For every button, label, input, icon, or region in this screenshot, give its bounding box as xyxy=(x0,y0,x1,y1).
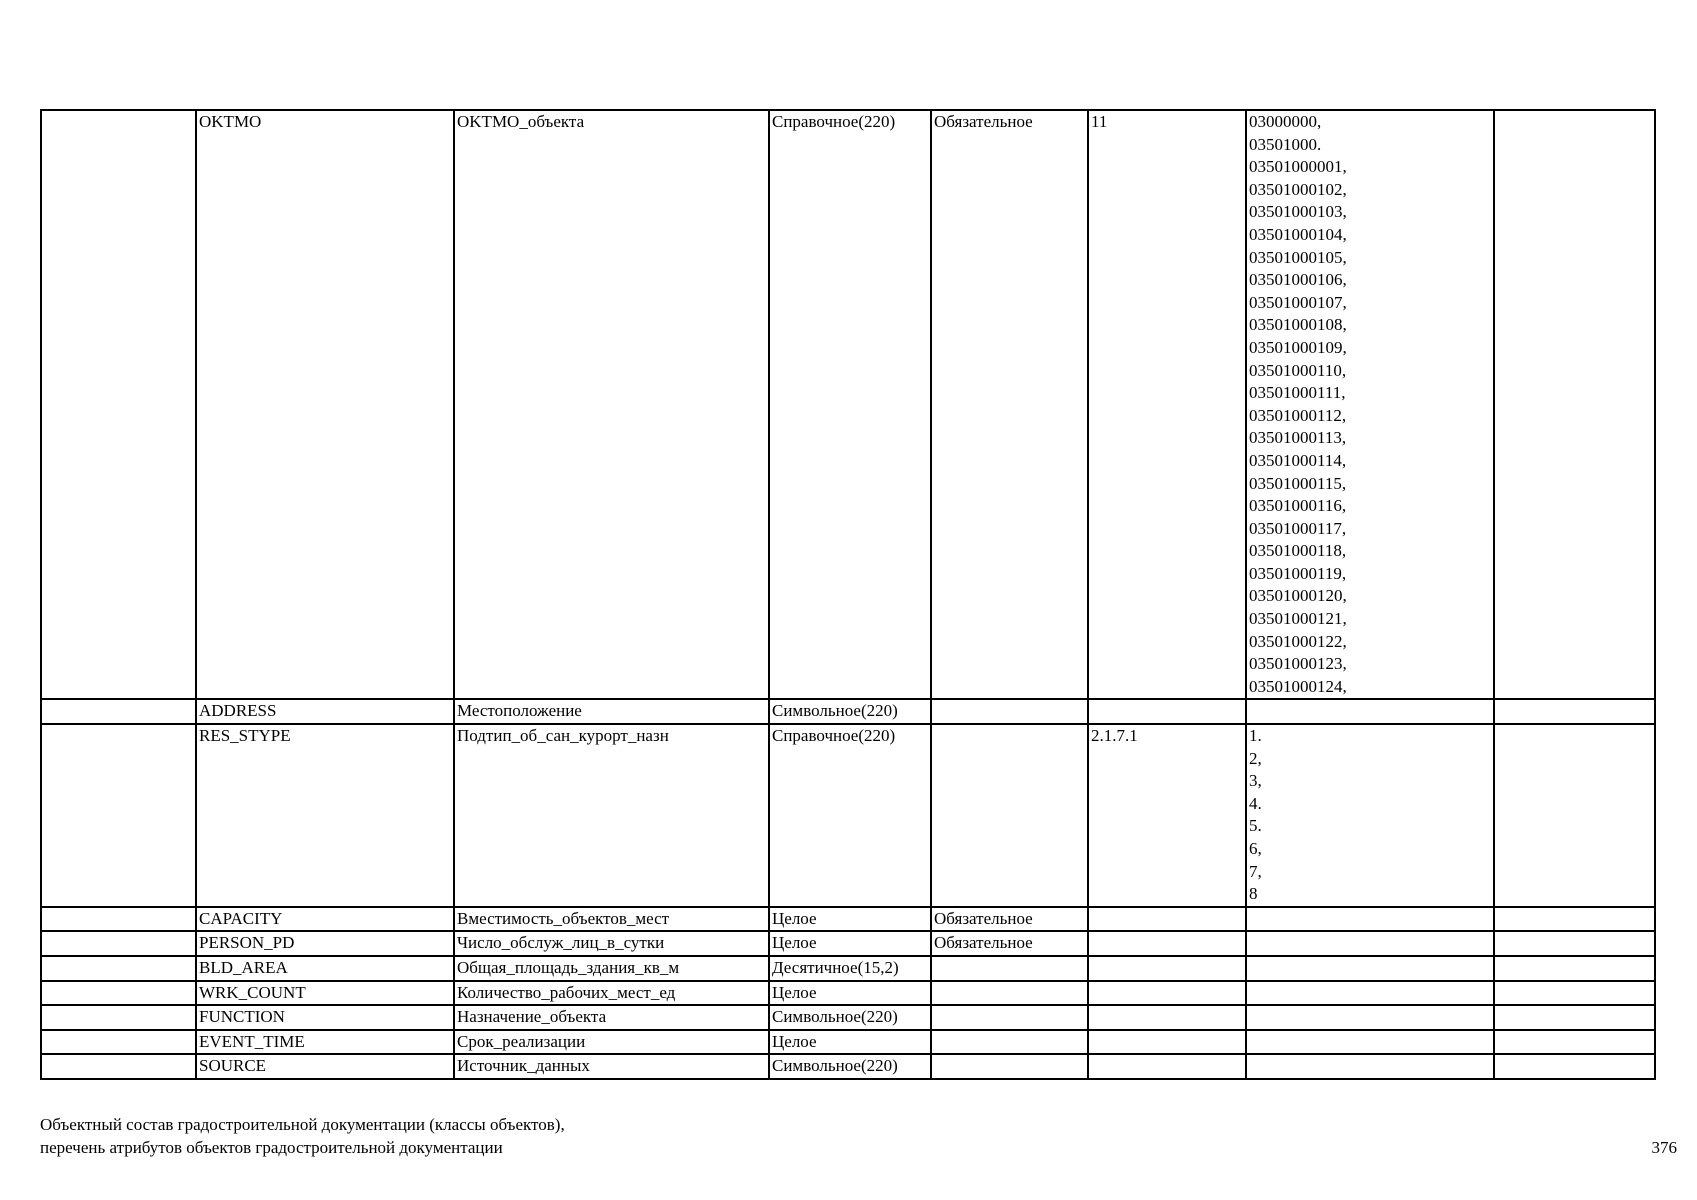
cell-attribute-type: Справочное(220) xyxy=(769,724,931,907)
cell-required: Обязательное xyxy=(931,110,1088,699)
table-row xyxy=(41,724,1655,907)
page-number: 376 xyxy=(1651,1138,1677,1157)
cell-note xyxy=(1494,1054,1655,1079)
cell-reference xyxy=(1088,956,1246,981)
cell-empty xyxy=(41,110,196,699)
value-item: 03501000103, xyxy=(1249,202,1347,222)
cell-reference xyxy=(1088,1005,1246,1030)
cell-required xyxy=(931,1005,1088,1030)
cell-note xyxy=(1494,110,1655,699)
value-item: 03501000124, xyxy=(1249,676,1347,696)
cell-attribute-code: EVENT_TIME xyxy=(196,1030,454,1055)
table-row xyxy=(41,1054,1655,1079)
value-item: 3, xyxy=(1249,771,1262,791)
value-item: 5. xyxy=(1249,816,1262,836)
value-item: 1. xyxy=(1249,726,1262,746)
table-row xyxy=(41,981,1655,1006)
cell-attribute-name: Подтип_об_сан_курорт_назн xyxy=(454,724,769,907)
cell-attribute-type: Символьное(220) xyxy=(769,1005,931,1030)
cell-attribute-code: ADDRESS xyxy=(196,699,454,724)
cell-required xyxy=(931,956,1088,981)
cell-note xyxy=(1494,907,1655,932)
cell-values xyxy=(1246,981,1494,1006)
value-item: 4. xyxy=(1249,793,1262,813)
value-item: 03501000113, xyxy=(1249,428,1347,448)
cell-required: Обязательное xyxy=(931,931,1088,956)
cell-reference xyxy=(1088,931,1246,956)
cell-reference: 2.1.7.1 xyxy=(1088,724,1246,907)
value-item: 03501000106, xyxy=(1249,270,1347,290)
cell-values xyxy=(1246,110,1494,699)
cell-required xyxy=(931,699,1088,724)
cell-attribute-name: Срок_реализации xyxy=(454,1030,769,1055)
footer-line-2: перечень атрибутов объектов градостроительной документации xyxy=(40,1138,503,1157)
value-item: 03501000114, xyxy=(1249,450,1347,470)
value-item: 2, xyxy=(1249,748,1262,768)
value-item: 03501000121, xyxy=(1249,609,1347,629)
cell-attribute-name: Общая_площадь_здания_кв_м xyxy=(454,956,769,981)
value-item: 03501000105, xyxy=(1249,247,1347,267)
cell-reference xyxy=(1088,699,1246,724)
table-row xyxy=(41,110,1655,699)
cell-required xyxy=(931,1054,1088,1079)
cell-attribute-code: WRK_COUNT xyxy=(196,981,454,1006)
cell-required xyxy=(931,981,1088,1006)
table-row xyxy=(41,956,1655,981)
cell-values xyxy=(1246,1030,1494,1055)
value-item: 03501000115, xyxy=(1249,473,1347,493)
cell-attribute-name: Источник_данных xyxy=(454,1054,769,1079)
cell-values xyxy=(1246,907,1494,932)
value-item: 03501000109, xyxy=(1249,337,1347,357)
cell-note xyxy=(1494,956,1655,981)
cell-empty xyxy=(41,907,196,932)
cell-attribute-type: Символьное(220) xyxy=(769,1054,931,1079)
table-row xyxy=(41,1005,1655,1030)
value-item: 03501000116, xyxy=(1249,496,1347,516)
cell-reference xyxy=(1088,1030,1246,1055)
value-item: 03501000119, xyxy=(1249,563,1347,583)
cell-empty xyxy=(41,981,196,1006)
cell-reference xyxy=(1088,1054,1246,1079)
value-item: 03501000. xyxy=(1249,134,1322,154)
cell-values xyxy=(1246,699,1494,724)
cell-values xyxy=(1246,931,1494,956)
value-item: 03501000123, xyxy=(1249,654,1347,674)
value-item: 03501000118, xyxy=(1249,541,1347,561)
cell-attribute-name: OKTMO_объекта xyxy=(454,110,769,699)
value-item: 03501000102, xyxy=(1249,179,1347,199)
value-item: 03501000108, xyxy=(1249,315,1347,335)
value-item: 03501000107, xyxy=(1249,292,1347,312)
cell-attribute-code: FUNCTION xyxy=(196,1005,454,1030)
value-item: 03501000112, xyxy=(1249,405,1347,425)
cell-attribute-type: Целое xyxy=(769,1030,931,1055)
value-item: 03501000110, xyxy=(1249,360,1347,380)
cell-attribute-name: Вместимость_объектов_мест xyxy=(454,907,769,932)
cell-attribute-name: Число_обслуж_лиц_в_сутки xyxy=(454,931,769,956)
cell-values xyxy=(1246,1005,1494,1030)
cell-note xyxy=(1494,724,1655,907)
value-item: 8 xyxy=(1249,884,1258,904)
cell-required: Обязательное xyxy=(931,907,1088,932)
cell-attribute-code: OKTMO xyxy=(196,110,454,699)
cell-empty xyxy=(41,699,196,724)
cell-required xyxy=(931,1030,1088,1055)
cell-reference xyxy=(1088,907,1246,932)
footer-line-1: Объектный состав градостроительной документации (классы объектов), xyxy=(40,1115,565,1134)
value-item: 6, xyxy=(1249,839,1262,858)
cell-attribute-code: CAPACITY xyxy=(196,907,454,932)
cell-attribute-type: Целое xyxy=(769,907,931,932)
cell-note xyxy=(1494,699,1655,724)
value-item: 03501000117, xyxy=(1249,518,1347,538)
cell-values xyxy=(1246,1054,1494,1079)
cell-attribute-code: BLD_AREA xyxy=(196,956,454,981)
cell-attribute-type: Целое xyxy=(769,981,931,1006)
cell-empty xyxy=(41,724,196,907)
table-row xyxy=(41,931,1655,956)
cell-required xyxy=(931,724,1088,907)
value-item: 03501000001, xyxy=(1249,157,1347,177)
cell-empty xyxy=(41,1030,196,1055)
cell-attribute-type: Десятичное(15,2) xyxy=(769,956,931,981)
cell-attribute-type: Справочное(220) xyxy=(769,110,931,699)
cell-empty xyxy=(41,1005,196,1030)
cell-reference: 11 xyxy=(1088,110,1246,699)
cell-values xyxy=(1246,956,1494,981)
cell-note xyxy=(1494,1030,1655,1055)
cell-attribute-type: Целое xyxy=(769,931,931,956)
table-row xyxy=(41,1030,1655,1055)
table-row xyxy=(41,907,1655,932)
cell-attribute-code: RES_STYPE xyxy=(196,724,454,907)
attributes-table xyxy=(40,109,1656,1080)
cell-reference xyxy=(1088,981,1246,1006)
cell-empty xyxy=(41,956,196,981)
cell-note xyxy=(1494,1005,1655,1030)
cell-attribute-code: SOURCE xyxy=(196,1054,454,1079)
cell-note xyxy=(1494,981,1655,1006)
table-body xyxy=(41,110,1655,1079)
value-item: 03501000122, xyxy=(1249,631,1347,651)
cell-attribute-name: Местоположение xyxy=(454,699,769,724)
table-row xyxy=(41,699,1655,724)
cell-attribute-name: Назначение_объекта xyxy=(454,1005,769,1030)
cell-attribute-code: PERSON_PD xyxy=(196,931,454,956)
value-item: 03501000104, xyxy=(1249,224,1347,244)
cell-attribute-name: Количество_рабочих_мест_ед xyxy=(454,981,769,1006)
value-item: 03501000120, xyxy=(1249,586,1347,606)
cell-values xyxy=(1246,724,1494,907)
cell-empty xyxy=(41,931,196,956)
value-item: 03501000111, xyxy=(1249,383,1346,403)
cell-note xyxy=(1494,931,1655,956)
document-footer xyxy=(40,1113,565,1159)
value-item: 7, xyxy=(1249,861,1262,881)
value-item: 03000000, xyxy=(1249,112,1322,131)
cell-attribute-type: Символьное(220) xyxy=(769,699,931,724)
cell-empty xyxy=(41,1054,196,1079)
